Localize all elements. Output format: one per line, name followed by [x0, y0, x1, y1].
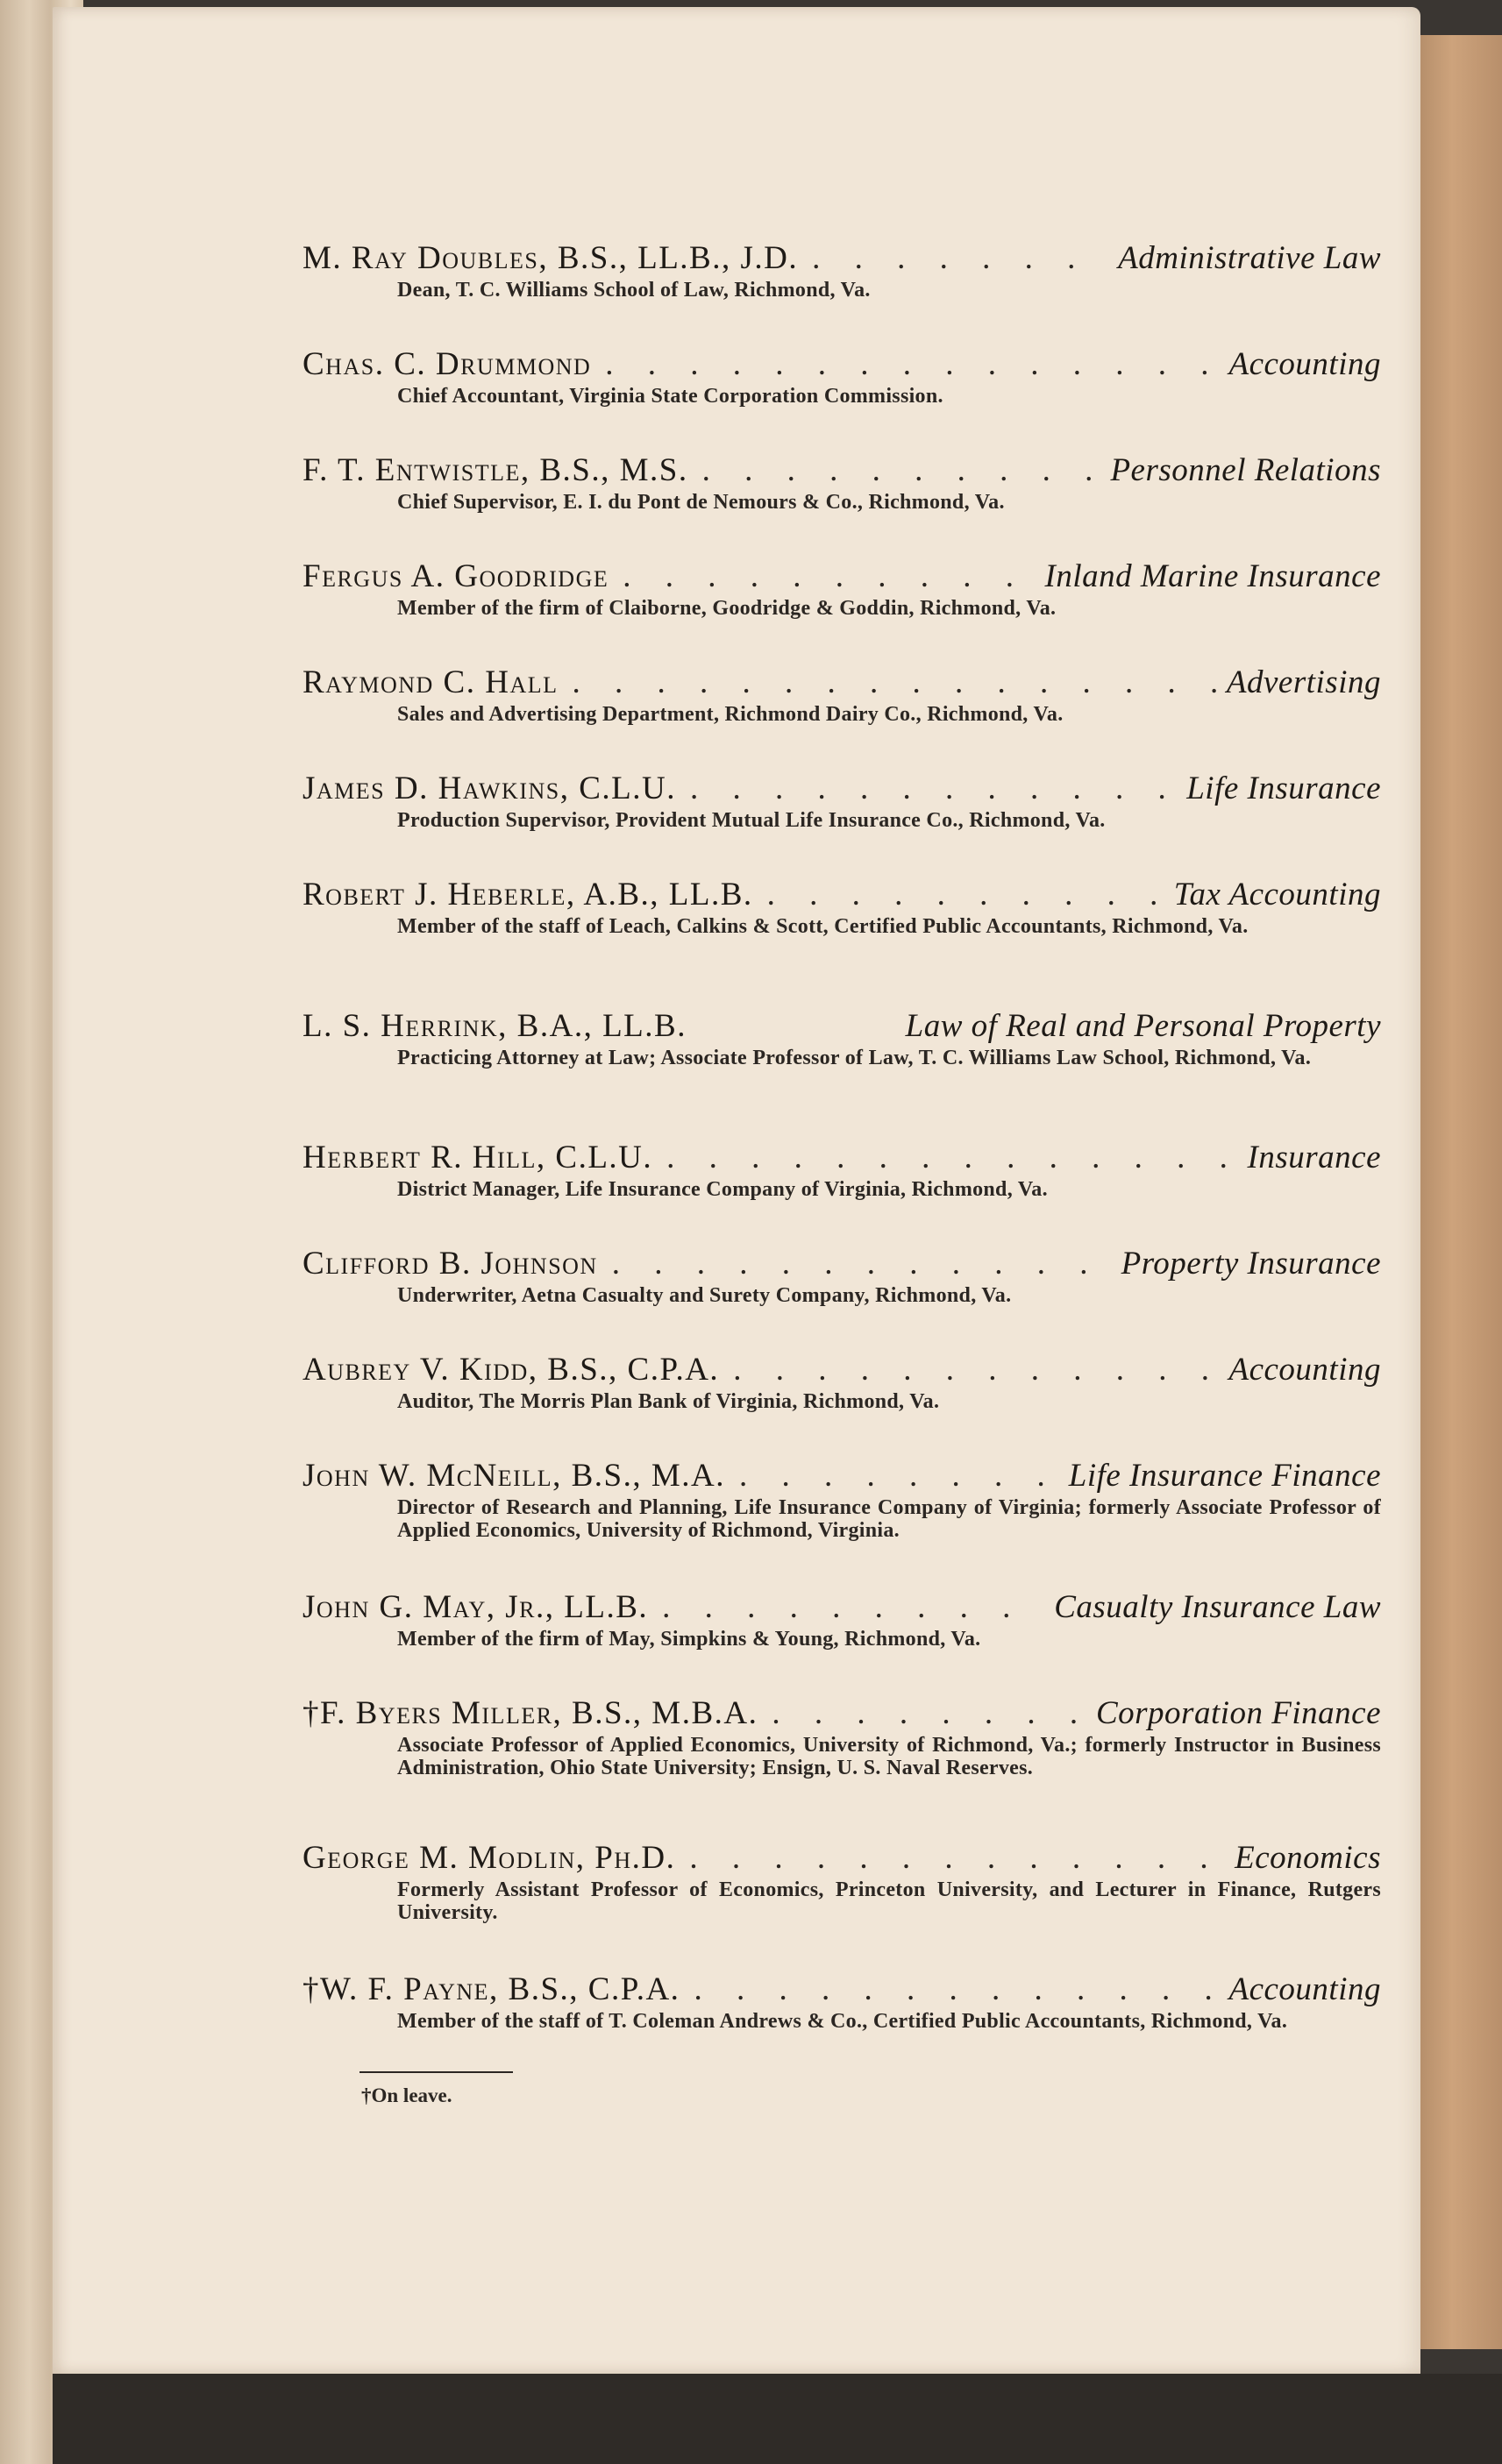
- faculty-subject: Accounting: [1228, 346, 1381, 382]
- faculty-subject: Tax Accounting: [1173, 877, 1381, 912]
- faculty-subject: Accounting: [1228, 1352, 1381, 1388]
- faculty-description: Production Supervisor, Provident Mutual Life Insurance Co., Richmond, Va.: [397, 809, 1106, 832]
- faculty-subject: Administrative Law: [1118, 240, 1381, 276]
- faculty-subject: Economics: [1235, 1840, 1381, 1876]
- faculty-description: District Manager, Life Insurance Company of Virginia, Richmond, Va.: [397, 1178, 1048, 1201]
- footnote: †On leave.: [361, 2084, 452, 2106]
- faculty-description: Member of the firm of May, Simpkins & Young, Richmond, Va.: [397, 1628, 981, 1651]
- faculty-name: †W. F. Payne, B.S., C.P.A.: [303, 1971, 680, 2007]
- dot-leader: [605, 344, 1220, 385]
- faculty-description: Member of the staff of Leach, Calkins & Scott, Certified Public Accountants, Richmond, Va.: [397, 915, 1249, 938]
- faculty-description: Dean, T. C. Williams School of Law, Richmond, Va.: [397, 279, 871, 302]
- faculty-subject: Inland Marine Insurance: [1044, 558, 1381, 594]
- faculty-name: M. Ray Doubles, B.S., LL.B., J.D.: [303, 240, 799, 276]
- faculty-subject: Accounting: [1228, 1971, 1381, 2007]
- faculty-name: John G. May, Jr., LL.B.: [303, 1589, 649, 1625]
- dot-leader: [662, 1587, 1045, 1628]
- faculty-entry: [303, 1694, 1381, 1838]
- footnote-rule: [359, 2071, 513, 2073]
- faculty-description: Member of the staff of T. Coleman Andrews & Co., Certified Public Accountants, Richmond, Va.: [397, 2010, 1288, 2033]
- faculty-subject: Casualty Insurance Law: [1054, 1589, 1381, 1625]
- faculty-name: Fergus A. Goodridge: [303, 558, 609, 594]
- faculty-description: Auditor, The Morris Plan Bank of Virginia, Richmond, Va.: [397, 1390, 940, 1413]
- faculty-name: F. T. Entwistle, B.S., M.S.: [303, 452, 688, 488]
- faculty-entry: [303, 1350, 1381, 1456]
- dot-leader: [694, 1970, 1220, 2010]
- dot-leader: [772, 1694, 1087, 1734]
- faculty-description: Chief Accountant, Virginia State Corporation Commission.: [397, 385, 943, 408]
- dot-leader: [623, 557, 1036, 597]
- faculty-description: Member of the firm of Claiborne, Goodridge & Goddin, Richmond, Va.: [397, 597, 1057, 620]
- faculty-entry: [303, 344, 1381, 451]
- faculty-entry: [303, 1838, 1381, 1970]
- faculty-name: John W. McNeill, B.S., M.A.: [303, 1458, 725, 1494]
- faculty-entry: [303, 1587, 1381, 1694]
- dot-leader: [702, 451, 1102, 491]
- dot-leader: [733, 1350, 1220, 1390]
- faculty-description: Practicing Attorney at Law; Associate Professor of Law, T. C. Williams Law School, Richmond, Va.: [397, 1047, 1312, 1069]
- faculty-entry: [303, 1244, 1381, 1350]
- faculty-description: Formerly Assistant Professor of Economics, Princeton University, and Lecturer in Finance, Rutgers University.: [397, 1878, 1381, 1924]
- faculty-subject: Life Insurance: [1186, 770, 1381, 806]
- faculty-subject: Advertising: [1226, 664, 1381, 700]
- faculty-entry: [303, 238, 1381, 344]
- faculty-subject: Insurance: [1247, 1140, 1381, 1175]
- faculty-name: L. S. Herrink, B.A., LL.B.: [303, 1008, 687, 1044]
- faculty-entry: [303, 1456, 1381, 1587]
- dot-leader: [767, 875, 1165, 915]
- faculty-name: Clifford B. Johnson: [303, 1246, 598, 1282]
- dot-leader: [739, 1456, 1060, 1496]
- faculty-entry: [303, 1006, 1381, 1138]
- faculty-list: [303, 238, 1381, 2101]
- faculty-entry: [303, 663, 1381, 769]
- faculty-description: Associate Professor of Applied Economics, University of Richmond, Va.; formerly Instructor in Business Administration, Ohio State University; Ensign, U. S. Naval Reserves.: [397, 1734, 1381, 1779]
- book-cover-edge: [1419, 35, 1502, 2349]
- faculty-description: Underwriter, Aetna Casualty and Surety Company, Richmond, Va.: [397, 1284, 1012, 1307]
- faculty-name: George M. Modlin, Ph.D.: [303, 1840, 676, 1876]
- faculty-entry: [303, 1138, 1381, 1244]
- dot-leader: [690, 769, 1178, 809]
- faculty-name: Robert J. Heberle, A.B., LL.B.: [303, 877, 753, 912]
- faculty-description: Sales and Advertising Department, Richmond Dairy Co., Richmond, Va.: [397, 703, 1064, 726]
- faculty-name: Herbert R. Hill, C.L.U.: [303, 1140, 653, 1175]
- dot-leader: [812, 238, 1109, 279]
- faculty-name: James D. Hawkins, C.L.U.: [303, 770, 676, 806]
- bottom-edge: [53, 2374, 1502, 2464]
- faculty-description: Chief Supervisor, E. I. du Pont de Nemours & Co., Richmond, Va.: [397, 491, 1005, 514]
- faculty-name: Aubrey V. Kidd, B.S., C.P.A.: [303, 1352, 720, 1388]
- dot-leader: [666, 1138, 1238, 1178]
- faculty-subject: Property Insurance: [1121, 1246, 1381, 1282]
- faculty-entry: [303, 875, 1381, 1006]
- faculty-subject: Corporation Finance: [1095, 1695, 1381, 1731]
- faculty-subject: Law of Real and Personal Property: [905, 1008, 1381, 1044]
- dot-leader: [572, 663, 1217, 703]
- dot-leader: [612, 1244, 1113, 1284]
- faculty-entry: [303, 557, 1381, 663]
- faculty-subject: Life Insurance Finance: [1068, 1458, 1381, 1494]
- faculty-name: Raymond C. Hall: [303, 664, 559, 700]
- faculty-entry: [303, 451, 1381, 557]
- dot-leader: [689, 1838, 1226, 1878]
- faculty-description: Director of Research and Planning, Life Insurance Company of Virginia; formerly Associate Professor of Applied Economics, University of Richmond, Virginia.: [397, 1496, 1381, 1542]
- faculty-name: †F. Byers Miller, B.S., M.B.A.: [303, 1695, 758, 1731]
- faculty-name: Chas. C. Drummond: [303, 346, 592, 382]
- faculty-entry: [303, 1970, 1381, 2101]
- faculty-subject: Personnel Relations: [1110, 452, 1381, 488]
- faculty-entry: [303, 769, 1381, 875]
